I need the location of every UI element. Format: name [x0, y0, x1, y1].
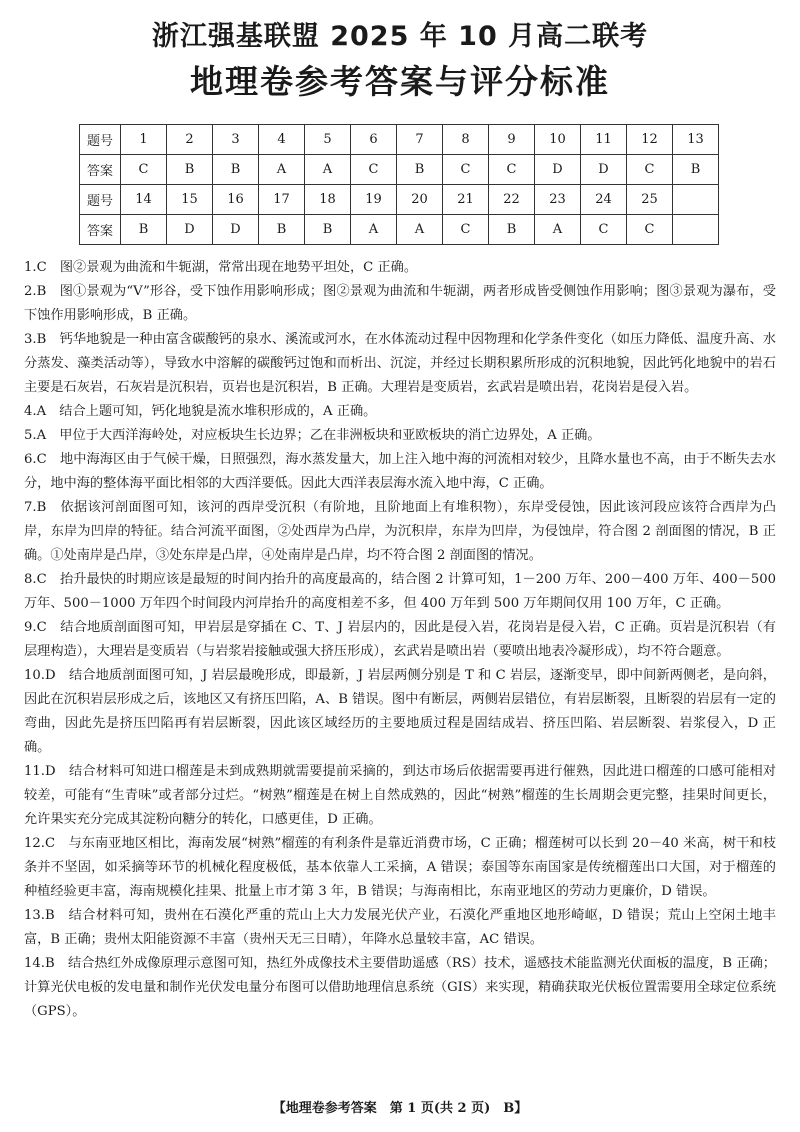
q-number: 1	[121, 125, 167, 155]
answer-cell: B	[489, 215, 535, 245]
q-number: 19	[351, 185, 397, 215]
explanation-item: 10.D 结合地质剖面图可知，J 岩层最晚形成，即最新，J 岩层两侧分别是 T 和 C 岩层，逐渐变早，即中间新两侧老，是向斜，因此在沉积岩层形成之后，该地区又有挤压凹陷，A、B 错误。图中有断层，两侧岩层错位，有岩层断裂，且断裂的岩层有一定的弯曲，因此先是挤压凹陷再有岩层断裂，因此该区域经历的主要地质过程是固结成岩、挤压凹陷、岩层断裂、岩浆侵入，D 正确。	[24, 668, 776, 755]
table-row-answers-1	[80, 155, 719, 185]
explanation-item: 12.C 与东南亚地区相比，海南发展“树熟”榴莲的有利条件是靠近消费市场，C 正确；榴莲树可以长到 20－40 米高，树干和枝条并不坚固，如采摘等环节的机械化程度极低，基本依靠人工采摘，A 错误；泰国等东南国家是传统榴莲出口大国，对于榴莲的种植经验更丰富，海南规模化挂果、批量上市才第 3 年，B 错误；与海南相比，东南亚地区的劳动力更廉价，D 错误。	[24, 836, 776, 899]
explanation-item: 6.C 地中海海区由于气候干燥，日照强烈，海水蒸发量大，加上注入地中海的河流相对较少，且降水量也不高，由于不断失去水分，地中海的整体海平面比相邻的大西洋要低。因此大西洋表层海水流入地中海，C 正确。	[24, 452, 776, 491]
explanation-item: 4.A 结合上题可知，钙化地貌是流水堆积形成的，A 正确。	[24, 404, 377, 419]
explanation-item: 7.B 依据该河剖面图可知，该河的西岸受沉积（有阶地，且阶地面上有堆积物），东岸受侵蚀，因此该河段应该符合西岸为凸岸，东岸为凹岸的特征。结合河流平面图，②处西岸为凸岸，为沉积岸，东岸为凹岸，为侵蚀岸，符合图 2 剖面图的情况，B 正确。①处南岸是凸岸，③处东岸是凸岸，④处南岸是凸岸，均不符合图 2 剖面图的情况。	[24, 500, 776, 563]
q-number: 2	[167, 125, 213, 155]
row-label: 题号	[80, 185, 121, 215]
answer-cell: C	[121, 155, 167, 185]
q-number: 13	[673, 125, 719, 155]
explanation-item: 11.D 结合材料可知进口榴莲是未到成熟期就需要提前采摘的，到达市场后依据需要再进行催熟，因此进口榴莲的口感可能相对较差，可能有“生青味”或者部分过烂。“树熟”榴莲是在树上自然成熟的，因此“树熟”榴莲的生长周期会更完整，挂果时间更长，允许果实充分完成其淀粉向糖分的转化，口感更佳，D 正确。	[24, 764, 776, 827]
explanation-item: 3.B 钙华地貌是一种由富含碳酸钙的泉水、溪流或河水，在水体流动过程中因物理和化学条件变化（如压力降低、温度升高、水分蒸发、藻类活动等），导致水中溶解的碳酸钙过饱和而析出、沉淀，并经过长期积累所形成的沉积地貌，因此钙化地貌中的岩石主要是石灰岩，石灰岩是沉积岩，页岩也是沉积岩，B 正确。大理岩是变质岩，玄武岩是喷出岩，花岗岩是侵入岩。	[24, 332, 776, 395]
answer-cell: C	[443, 155, 489, 185]
title-line2: 地理卷参考答案与评分标准	[190, 62, 610, 101]
explanation-item: 2.B 图①景观为“V”形谷，受下蚀作用影响形成；图②景观为曲流和牛轭湖，两者形成皆受侧蚀作用影响；图③景观为瀑布，受下蚀作用影响形成，B 正确。	[24, 284, 776, 323]
table-row-answers-2	[80, 215, 719, 245]
explanation-item: 8.C 抬升最快的时期应该是最短的时间内抬升的高度最高的，结合图 2 计算可知，1－200 万年、200－400 万年、400－500 万年、500－1000 万年四个时间段内河岸抬升的高度相差不多，但 400 万年到 500 万年期间仅用 100 万年，C 正确。	[24, 572, 776, 611]
answer-cell: B	[259, 215, 305, 245]
row-label: 题号	[80, 125, 121, 155]
answer-cell: B	[305, 215, 351, 245]
explanation-item: 5.A 甲位于大西洋海岭处，对应板块生长边界；乙在非洲板块和亚欧板块的消亡边界处，A 正确。	[24, 428, 601, 443]
q-number: 16	[213, 185, 259, 215]
answer-cell: C	[351, 155, 397, 185]
answer-cell: D	[581, 155, 627, 185]
q-number: 21	[443, 185, 489, 215]
answer-cell: C	[489, 155, 535, 185]
q-number: 20	[397, 185, 443, 215]
explanations-list	[24, 256, 776, 1024]
explanation-item: 9.C 结合地质剖面图可知，甲岩层是穿插在 C、T、J 岩层内的，因此是侵入岩，花岗岩是侵入岩，C 正确。页岩是沉积岩（有层理构造），大理岩是变质岩（与岩浆岩接触或强大挤压形成），玄武岩是喷出岩（要喷出地表冷凝形成），均不符合题意。	[24, 620, 776, 659]
page-footer: 【地理卷参考答案 第 1 页(共 2 页) B】	[272, 1101, 528, 1116]
answer-cell: A	[305, 155, 351, 185]
answer-cell: C	[443, 215, 489, 245]
answer-table	[79, 124, 719, 245]
q-number: 18	[305, 185, 351, 215]
table-row-numbers-2	[80, 185, 719, 215]
answer-cell: A	[535, 215, 581, 245]
answer-cell: B	[167, 155, 213, 185]
q-number	[673, 185, 719, 215]
q-number: 7	[397, 125, 443, 155]
explanation-item: 13.B 结合材料可知，贵州在石漠化严重的荒山上大力发展光伏产业，石漠化严重地区地形崎岖，D 错误；荒山上空闲土地丰富，B 正确；贵州太阳能资源不丰富（贵州天无三日晴），年降水总量较丰富，AC 错误。	[24, 908, 776, 947]
q-number: 3	[213, 125, 259, 155]
q-number: 12	[627, 125, 673, 155]
q-number: 24	[581, 185, 627, 215]
q-number: 23	[535, 185, 581, 215]
q-number: 22	[489, 185, 535, 215]
explanation-item: 1.C 图②景观为曲流和牛轭湖，常常出现在地势平坦处，C 正确。	[24, 260, 418, 275]
explanation-item: 14.B 结合热红外成像原理示意图可知，热红外成像技术主要借助遥感（RS）技术，遥感技术能监测光伏面板的温度，B 正确；计算光伏电板的发电量和制作光伏发电量分布图可以借助地理信息系统（GIS）来实现，精确获取光伏板位置需要用全球定位系统（GPS）。	[24, 956, 776, 1019]
q-number: 9	[489, 125, 535, 155]
answer-cell: D	[167, 215, 213, 245]
answer-cell: C	[581, 215, 627, 245]
answer-cell: B	[673, 155, 719, 185]
q-number: 11	[581, 125, 627, 155]
q-number: 8	[443, 125, 489, 155]
answer-cell: D	[535, 155, 581, 185]
answer-cell: A	[259, 155, 305, 185]
answer-cell: B	[397, 155, 443, 185]
answer-cell: A	[351, 215, 397, 245]
row-label: 答案	[80, 215, 121, 245]
q-number: 10	[535, 125, 581, 155]
answer-cell: C	[627, 215, 673, 245]
answer-cell	[673, 215, 719, 245]
q-number: 17	[259, 185, 305, 215]
q-number: 25	[627, 185, 673, 215]
answer-cell: D	[213, 215, 259, 245]
title-line1: 浙江强基联盟 2025 年 10 月高二联考	[151, 21, 649, 52]
q-number: 15	[167, 185, 213, 215]
answer-cell: B	[121, 215, 167, 245]
answer-cell: A	[397, 215, 443, 245]
q-number: 14	[121, 185, 167, 215]
answer-cell: C	[627, 155, 673, 185]
row-label: 答案	[80, 155, 121, 185]
table-row-numbers-1	[80, 125, 719, 155]
q-number: 6	[351, 125, 397, 155]
answer-cell: B	[213, 155, 259, 185]
q-number: 4	[259, 125, 305, 155]
q-number: 5	[305, 125, 351, 155]
